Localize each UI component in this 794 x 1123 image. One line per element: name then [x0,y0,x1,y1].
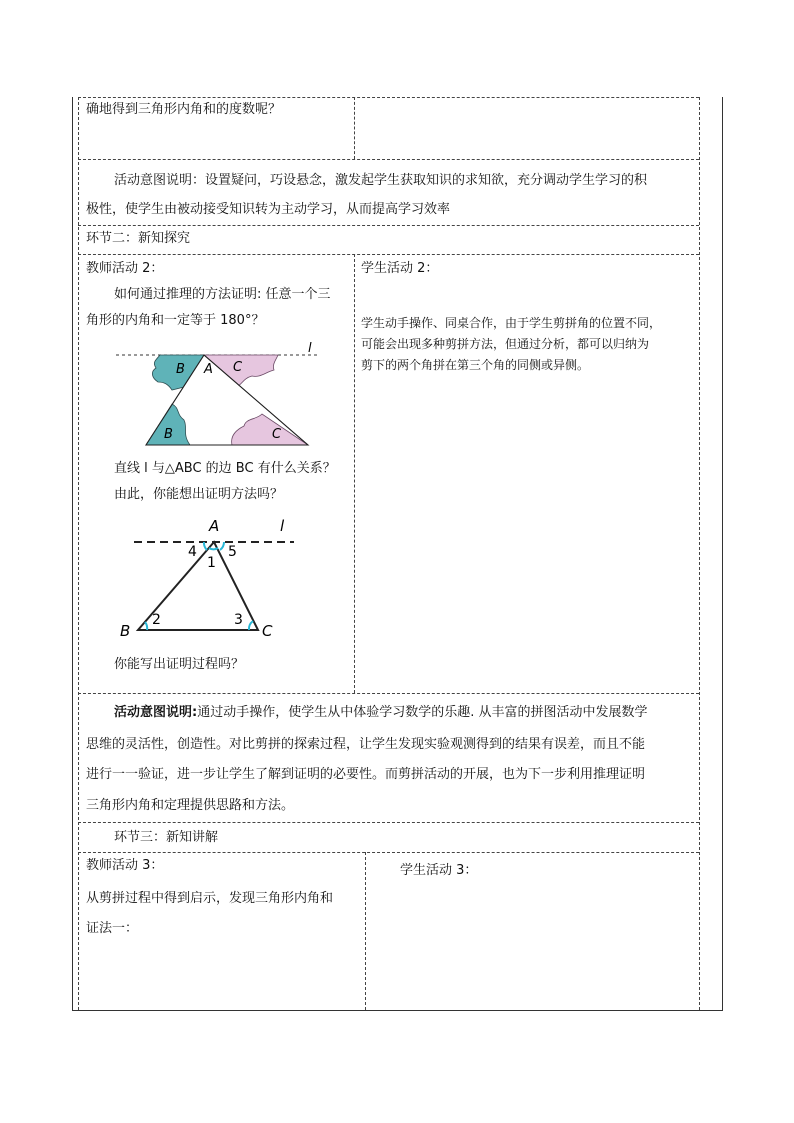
intent1-line2: 极性，使学生由被动接受知识转为主动学习，从而提高学习效率 [86,202,451,217]
angle3-label: 3 [234,612,243,628]
intent2-line3: 进行一一验证，进一步让学生了解到证明的必要性。而剪拼活动的开展，也为下一步利用推理证明 [86,767,646,782]
teacher3-line1: 从剪拼过程中得到启示，发现三角形内角和 [86,891,334,906]
teacher2-q2: 直线 l 与△ABC 的边 BC 有什么关系？ [114,461,336,476]
intent2-line4: 三角形内角和定理提供思路和方法。 [86,798,295,813]
student2-line1: 学生动手操作、同桌合作，由于学生剪拼角的位置不同， [361,316,662,330]
label-top-B: B [176,362,185,377]
intent2-line1-text: 通过动手操作，使学生从中体验学习数学的乐趣. 从丰富的拼图活动中发展数学 [197,705,648,720]
parallel-line-proof-figure [116,512,306,642]
intent2-label: 活动意图说明: [114,705,198,720]
intent2-line1 [114,703,647,722]
angle1-label: 1 [207,555,216,571]
teacher2-q4: 你能写出证明过程吗？ [114,657,245,672]
angle4-label: 4 [188,544,197,560]
vertex-A-label: A [209,517,220,535]
teacher3-title: 教师活动 3： [86,858,164,873]
intro-continuation-text: 确地得到三角形内角和的度数呢？ [86,102,282,117]
section2-title: 环节二：新知探究 [86,231,191,246]
table-right-border [722,97,723,1010]
intent1-line1: 活动意图说明：设置疑问，巧设悬念，激发起学生获取知识的求知欲，充分调动学生学习的积 [114,173,648,188]
row-separator [78,159,699,160]
table-left-border [72,97,73,1010]
inner-right-border [699,97,700,1010]
line-l-label: l [280,517,285,535]
angle5-label: 5 [228,544,237,560]
row-separator [78,822,699,823]
row1-col-divider [354,97,355,159]
row4-col-divider [354,254,355,693]
student3-title: 学生活动 3： [400,863,478,878]
cut-triangle-figure [112,338,332,450]
student2-title: 学生活动 2： [361,261,439,276]
row-separator [78,254,699,255]
label-top-C: C [233,360,243,375]
vertex-C-label: C [262,622,273,640]
label-top-A: A [204,362,213,377]
label-bottom-C: C [272,427,282,442]
angle2-arc [145,622,147,630]
row-separator [78,693,699,694]
teacher2-title: 教师活动 2： [86,261,164,276]
teacher2-q1-line2: 角形的内角和一定等于 180°？ [86,313,265,328]
section3-title: 环节三：新知讲解 [114,830,219,845]
angle2-label: 2 [152,612,161,628]
row-separator [78,852,699,853]
table-bottom-border [72,1010,723,1011]
teacher2-q3: 由此，你能想出证明方法吗？ [114,487,284,502]
line-l-label: l [308,341,312,356]
label-bottom-B: B [164,427,173,442]
inner-left-border [78,97,79,1010]
angle4-arc [204,542,207,550]
angle5-arc [220,542,224,550]
student2-line3: 剪下的两个角拼在第三个角的同侧或异侧。 [361,358,590,372]
teacher2-q1-line1: 如何通过推理的方法证明: 任意一个三 [114,287,331,302]
vertex-B-label: B [120,622,131,640]
row-separator [78,225,699,226]
student2-line2: 可能会出现多种剪拼方法，但通过分析，都可以归纳为 [361,337,650,351]
row8-col-divider [365,852,366,1010]
angle1-arc [209,548,218,549]
teacher3-line2: 证法一： [86,921,139,936]
angle3-arc [249,621,253,630]
top-border [78,97,699,98]
intent2-line2: 思维的灵活性，创造性。对比剪拼的探索过程，让学生发现实验观测得到的结果有误差，而且不能 [86,737,646,752]
